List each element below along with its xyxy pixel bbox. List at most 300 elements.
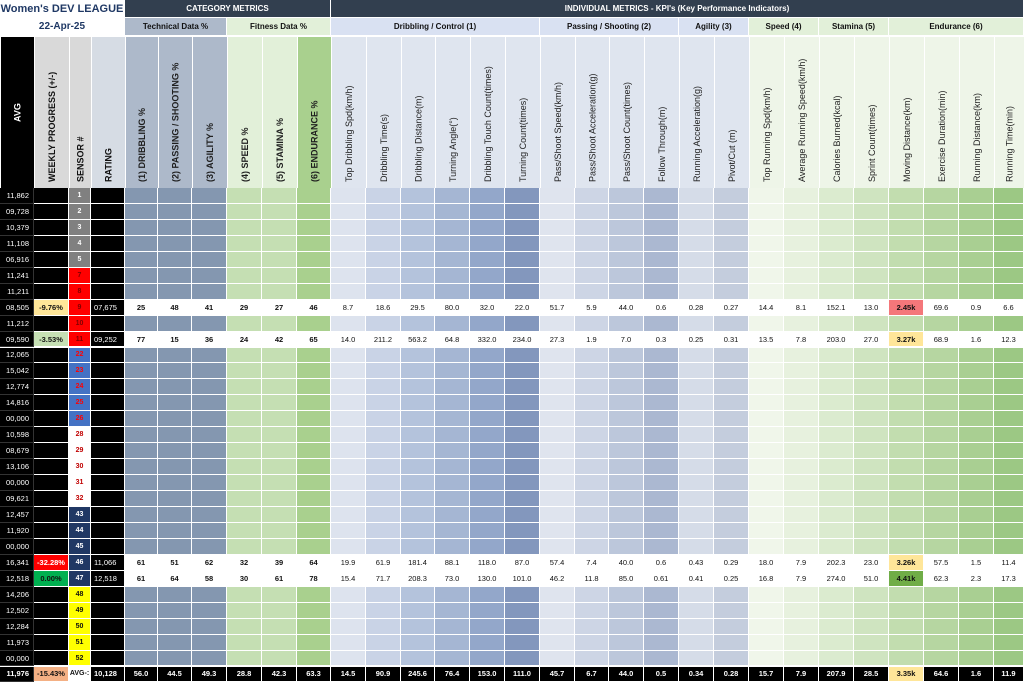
metric-cell-turning-angle — [435, 411, 470, 427]
metric-cell-pass-shoot-speed-km-h — [540, 188, 575, 204]
metric-cell-pass-shoot-count-times — [609, 443, 644, 459]
metric-cell-3-agility — [192, 379, 227, 395]
metric-cell-5-stamina: 42 — [262, 332, 297, 348]
metric-cell-dribbling-distance-m — [401, 491, 435, 507]
metric-cell-average-running-speed-km-h — [784, 268, 819, 284]
metric-cell-top-running-spd-km-h — [749, 316, 784, 332]
metric-cell-pass-shoot-speed-km-h — [540, 603, 575, 619]
metric-cell-turning-angle — [435, 427, 470, 443]
metric-cell-5-stamina — [262, 491, 297, 507]
metric-cell-pass-shoot-count-times — [609, 635, 644, 651]
metric-cell-pass-shoot-acceleration-g — [575, 523, 609, 539]
metric-cell-dribbling-distance-m — [401, 603, 435, 619]
metric-cell-dribbling-time-s — [366, 539, 401, 555]
metric-cell-exercise-duration-min: 57.5 — [924, 555, 959, 571]
metric-cell-running-time-min: 12.3 — [994, 332, 1024, 348]
metric-cell-average-running-speed-km-h — [784, 507, 819, 523]
metric-cell-average-running-speed-km-h — [784, 363, 819, 379]
metric-cell-3-agility — [192, 459, 227, 475]
metric-cell-4-speed — [227, 348, 262, 364]
metric-cell-calories-burned-kcal: 274.0 — [819, 571, 854, 587]
metric-cell-sprint-count-times — [854, 284, 889, 300]
metric-cell-pass-shoot-speed-km-h — [540, 411, 575, 427]
metric-cell-pivot-cut-m — [714, 491, 749, 507]
sensor-number: 49 — [69, 603, 91, 619]
metric-cell-follow-through-m: 0.6 — [644, 300, 679, 316]
metric-cell-calories-burned-kcal — [819, 188, 854, 204]
metric-cell-pivot-cut-m — [714, 379, 749, 395]
metric-cell-sprint-count-times — [854, 619, 889, 635]
sensor-number: AVG-: — [69, 667, 91, 682]
rating — [91, 395, 125, 411]
sensor-number: 46 — [69, 555, 91, 571]
metric-cell-dribbling-time-s — [366, 523, 401, 539]
metric-cell-1-dribbling — [125, 459, 158, 475]
weekly-progress — [34, 204, 69, 220]
metric-cell-dribbling-time-s — [366, 236, 401, 252]
metric-cell-turning-count-times — [505, 252, 540, 268]
metric-cell-pass-shoot-acceleration-g: 6.7 — [575, 667, 609, 682]
metric-cell-follow-through-m: 0.5 — [644, 667, 679, 682]
sensor-number: 44 — [69, 523, 91, 539]
metric-cell-moving-distance-km — [889, 268, 924, 284]
metric-cell-turning-count-times — [505, 427, 540, 443]
metric-cell-2-passing-shooting — [158, 539, 192, 555]
rating — [91, 268, 125, 284]
individual-metrics-title: INDIVIDUAL METRICS - KPI's (Key Performance Indicators) — [331, 0, 1024, 18]
metric-cell-3-agility — [192, 651, 227, 667]
metric-cell-running-acceleration-g: 0.25 — [679, 332, 714, 348]
sensor-number: 26 — [69, 411, 91, 427]
sensor-number: 10 — [69, 316, 91, 332]
metric-cell-running-distance-km — [959, 427, 994, 443]
rating — [91, 507, 125, 523]
metric-cell-dribbling-distance-m — [401, 268, 435, 284]
column-header-29: Running Time(min) — [994, 36, 1024, 188]
metric-cell-pass-shoot-acceleration-g — [575, 619, 609, 635]
metric-cell-1-dribbling — [125, 475, 158, 491]
metric-cell-dribbling-time-s: 90.9 — [366, 667, 401, 682]
metric-cell-3-agility — [192, 507, 227, 523]
metric-cell-pass-shoot-acceleration-g: 11.8 — [575, 571, 609, 587]
metric-cell-pass-shoot-acceleration-g — [575, 236, 609, 252]
metric-cell-3-agility — [192, 204, 227, 220]
metric-cell-turning-count-times — [505, 236, 540, 252]
metric-cell-moving-distance-km — [889, 651, 924, 667]
metric-cell-turning-count-times — [505, 443, 540, 459]
metric-cell-dribbling-touch-count-times — [470, 491, 505, 507]
metric-cell-running-distance-km — [959, 491, 994, 507]
metric-cell-top-dribbling-spd-km-h — [331, 475, 366, 491]
metric-cell-pass-shoot-count-times — [609, 395, 644, 411]
metric-cell-pass-shoot-speed-km-h — [540, 635, 575, 651]
metric-cell-pivot-cut-m: 0.25 — [714, 571, 749, 587]
metric-cell-follow-through-m — [644, 427, 679, 443]
metric-cell-pass-shoot-speed-km-h — [540, 459, 575, 475]
metric-cell-average-running-speed-km-h: 8.1 — [784, 300, 819, 316]
metric-cell-moving-distance-km — [889, 475, 924, 491]
metric-cell-4-speed — [227, 411, 262, 427]
metric-cell-turning-angle: 76.4 — [435, 667, 470, 682]
metric-cell-pass-shoot-acceleration-g: 7.4 — [575, 555, 609, 571]
metric-cell-6-endurance — [297, 507, 331, 523]
metric-cell-pass-shoot-acceleration-g — [575, 348, 609, 364]
metric-cell-pass-shoot-speed-km-h — [540, 348, 575, 364]
metric-cell-calories-burned-kcal — [819, 427, 854, 443]
column-header-3: RATING — [91, 36, 125, 188]
metric-cell-5-stamina — [262, 507, 297, 523]
rating — [91, 491, 125, 507]
metric-cell-pass-shoot-speed-km-h — [540, 363, 575, 379]
metric-cell-sprint-count-times — [854, 252, 889, 268]
metric-cell-top-running-spd-km-h — [749, 188, 784, 204]
metric-cell-pass-shoot-count-times — [609, 619, 644, 635]
metric-cell-pass-shoot-count-times — [609, 348, 644, 364]
sensor-number: 43 — [69, 507, 91, 523]
metric-cell-turning-angle — [435, 635, 470, 651]
report-date: 22-Apr-25 — [0, 18, 125, 36]
metric-cell-dribbling-distance-m: 563.2 — [401, 332, 435, 348]
metric-cell-pivot-cut-m — [714, 411, 749, 427]
metric-cell-6-endurance — [297, 619, 331, 635]
metric-cell-running-time-min — [994, 507, 1024, 523]
metric-cell-turning-count-times — [505, 204, 540, 220]
metric-cell-pass-shoot-speed-km-h — [540, 236, 575, 252]
metric-cell-3-agility — [192, 411, 227, 427]
metric-cell-turning-count-times — [505, 523, 540, 539]
rating — [91, 363, 125, 379]
metric-cell-moving-distance-km — [889, 603, 924, 619]
metric-cell-top-dribbling-spd-km-h: 14.5 — [331, 667, 366, 682]
metric-cell-dribbling-touch-count-times — [470, 475, 505, 491]
row-avg: 09,590 — [0, 332, 34, 348]
metric-cell-sprint-count-times — [854, 220, 889, 236]
metric-cell-dribbling-distance-m — [401, 348, 435, 364]
metric-cell-calories-burned-kcal — [819, 411, 854, 427]
sensor-number: 25 — [69, 395, 91, 411]
metric-cell-turning-count-times: 87.0 — [505, 555, 540, 571]
metric-cell-pass-shoot-speed-km-h — [540, 268, 575, 284]
metric-cell-dribbling-touch-count-times — [470, 619, 505, 635]
metric-cell-pivot-cut-m — [714, 348, 749, 364]
column-header-26: Moving Distance(km) — [889, 36, 924, 188]
metric-cell-top-running-spd-km-h — [749, 395, 784, 411]
metric-cell-3-agility — [192, 363, 227, 379]
metric-cell-3-agility: 62 — [192, 555, 227, 571]
metric-cell-pass-shoot-speed-km-h — [540, 379, 575, 395]
metric-cell-sprint-count-times — [854, 443, 889, 459]
metric-cell-sprint-count-times — [854, 236, 889, 252]
metric-cell-dribbling-touch-count-times — [470, 507, 505, 523]
metric-cell-top-running-spd-km-h — [749, 220, 784, 236]
column-header-16: Pass/Shoot Speed(km/h) — [540, 36, 575, 188]
metric-cell-6-endurance — [297, 603, 331, 619]
metric-cell-pivot-cut-m — [714, 268, 749, 284]
metric-cell-average-running-speed-km-h — [784, 236, 819, 252]
metric-cell-4-speed: 29 — [227, 300, 262, 316]
metric-cell-1-dribbling — [125, 651, 158, 667]
metric-cell-pivot-cut-m: 0.31 — [714, 332, 749, 348]
metric-cell-calories-burned-kcal — [819, 379, 854, 395]
metric-cell-turning-count-times — [505, 587, 540, 603]
metric-cell-dribbling-time-s — [366, 316, 401, 332]
column-header-5: (2) PASSING / SHOOTING % — [158, 36, 192, 188]
metric-cell-running-acceleration-g — [679, 619, 714, 635]
metric-cell-2-passing-shooting — [158, 204, 192, 220]
metric-cell-top-dribbling-spd-km-h — [331, 236, 366, 252]
metric-cell-3-agility — [192, 268, 227, 284]
metric-cell-pass-shoot-speed-km-h — [540, 475, 575, 491]
metric-cell-1-dribbling — [125, 443, 158, 459]
metric-cell-average-running-speed-km-h — [784, 316, 819, 332]
metric-cell-top-running-spd-km-h: 15.7 — [749, 667, 784, 682]
metric-cell-4-speed — [227, 427, 262, 443]
metric-cell-top-dribbling-spd-km-h — [331, 284, 366, 300]
metric-cell-average-running-speed-km-h — [784, 443, 819, 459]
metric-cell-6-endurance — [297, 539, 331, 555]
metric-cell-dribbling-time-s: 71.7 — [366, 571, 401, 587]
metric-cell-4-speed — [227, 188, 262, 204]
metric-cell-running-distance-km: 2.3 — [959, 571, 994, 587]
metric-cell-top-running-spd-km-h: 13.5 — [749, 332, 784, 348]
metric-cell-3-agility — [192, 443, 227, 459]
metric-cell-calories-burned-kcal — [819, 619, 854, 635]
metric-cell-6-endurance — [297, 475, 331, 491]
metric-cell-3-agility — [192, 587, 227, 603]
metric-cell-top-dribbling-spd-km-h — [331, 507, 366, 523]
metric-cell-pass-shoot-speed-km-h — [540, 220, 575, 236]
metric-cell-exercise-duration-min — [924, 411, 959, 427]
metric-cell-5-stamina — [262, 443, 297, 459]
metric-cell-average-running-speed-km-h — [784, 395, 819, 411]
metric-cell-4-speed — [227, 204, 262, 220]
metric-cell-sprint-count-times — [854, 188, 889, 204]
row-avg: 12,518 — [0, 571, 34, 587]
metric-cell-pass-shoot-acceleration-g — [575, 603, 609, 619]
metric-cell-turning-count-times — [505, 268, 540, 284]
metric-cell-2-passing-shooting — [158, 379, 192, 395]
metric-cell-pass-shoot-acceleration-g — [575, 316, 609, 332]
metric-cell-6-endurance — [297, 523, 331, 539]
metric-cell-2-passing-shooting: 44.5 — [158, 667, 192, 682]
metric-cell-top-dribbling-spd-km-h: 8.7 — [331, 300, 366, 316]
metric-cell-follow-through-m — [644, 443, 679, 459]
sensor-number: 22 — [69, 348, 91, 364]
metric-cell-turning-angle — [435, 459, 470, 475]
metric-cell-dribbling-distance-m — [401, 427, 435, 443]
metric-cell-moving-distance-km — [889, 587, 924, 603]
sensor-number: 23 — [69, 363, 91, 379]
rating: 12,518 — [91, 571, 125, 587]
metric-cell-pass-shoot-count-times — [609, 603, 644, 619]
metric-cell-running-time-min — [994, 459, 1024, 475]
weekly-progress — [34, 523, 69, 539]
metric-cell-5-stamina — [262, 236, 297, 252]
metric-cell-calories-burned-kcal — [819, 587, 854, 603]
metric-cell-running-acceleration-g — [679, 188, 714, 204]
weekly-progress — [34, 539, 69, 555]
metric-cell-sprint-count-times — [854, 379, 889, 395]
metric-cell-pass-shoot-count-times: 44.0 — [609, 300, 644, 316]
metric-cell-2-passing-shooting — [158, 188, 192, 204]
metric-cell-4-speed — [227, 284, 262, 300]
row-avg: 06,916 — [0, 252, 34, 268]
metric-cell-6-endurance — [297, 268, 331, 284]
metric-cell-3-agility: 36 — [192, 332, 227, 348]
metric-cell-follow-through-m — [644, 284, 679, 300]
metric-cell-sprint-count-times — [854, 427, 889, 443]
metric-cell-pass-shoot-count-times — [609, 411, 644, 427]
row-avg: 12,457 — [0, 507, 34, 523]
column-header-1: WEEKLY PROGRESS (+/-) — [34, 36, 69, 188]
metric-cell-sprint-count-times — [854, 523, 889, 539]
metric-cell-turning-count-times: 234.0 — [505, 332, 540, 348]
metric-cell-6-endurance — [297, 491, 331, 507]
metric-cell-sprint-count-times: 23.0 — [854, 555, 889, 571]
metric-cell-turning-angle — [435, 475, 470, 491]
metric-cell-dribbling-touch-count-times: 153.0 — [470, 667, 505, 682]
metric-cell-dribbling-touch-count-times — [470, 252, 505, 268]
metric-cell-average-running-speed-km-h: 7.9 — [784, 571, 819, 587]
metric-cell-pivot-cut-m — [714, 220, 749, 236]
metric-cell-running-acceleration-g — [679, 395, 714, 411]
metric-cell-6-endurance — [297, 252, 331, 268]
metric-cell-pass-shoot-acceleration-g — [575, 188, 609, 204]
metric-cell-4-speed: 32 — [227, 555, 262, 571]
metric-cell-4-speed: 30 — [227, 571, 262, 587]
metric-cell-top-running-spd-km-h — [749, 587, 784, 603]
metric-cell-pass-shoot-acceleration-g — [575, 411, 609, 427]
metric-cell-5-stamina — [262, 379, 297, 395]
metric-cell-moving-distance-km — [889, 427, 924, 443]
metric-cell-calories-burned-kcal — [819, 507, 854, 523]
metric-cell-turning-angle — [435, 395, 470, 411]
metric-cell-moving-distance-km: 3.27k — [889, 332, 924, 348]
metric-cell-exercise-duration-min — [924, 268, 959, 284]
metric-cell-average-running-speed-km-h — [784, 427, 819, 443]
metric-cell-dribbling-distance-m — [401, 539, 435, 555]
sensor-number: 9 — [69, 300, 91, 316]
metric-cell-pass-shoot-speed-km-h — [540, 427, 575, 443]
metric-cell-4-speed — [227, 491, 262, 507]
metric-cell-turning-angle — [435, 603, 470, 619]
metric-cell-exercise-duration-min — [924, 523, 959, 539]
metric-cell-3-agility — [192, 603, 227, 619]
metric-cell-follow-through-m — [644, 411, 679, 427]
metric-cell-dribbling-time-s — [366, 220, 401, 236]
metric-cell-running-distance-km — [959, 459, 994, 475]
metric-cell-follow-through-m — [644, 603, 679, 619]
metric-cell-5-stamina: 39 — [262, 555, 297, 571]
rating — [91, 348, 125, 364]
metric-cell-pass-shoot-count-times — [609, 651, 644, 667]
metric-cell-turning-count-times — [505, 188, 540, 204]
metric-cell-pass-shoot-acceleration-g — [575, 427, 609, 443]
metric-cell-running-distance-km — [959, 284, 994, 300]
metric-cell-dribbling-time-s — [366, 475, 401, 491]
metric-cell-dribbling-time-s — [366, 507, 401, 523]
metric-cell-pivot-cut-m — [714, 475, 749, 491]
rating — [91, 539, 125, 555]
metric-cell-moving-distance-km — [889, 491, 924, 507]
column-header-20: Running Acceleration(g) — [679, 36, 714, 188]
metric-cell-1-dribbling — [125, 395, 158, 411]
metric-cell-1-dribbling — [125, 539, 158, 555]
metric-cell-exercise-duration-min — [924, 204, 959, 220]
metric-cell-1-dribbling — [125, 252, 158, 268]
row-avg: 11,212 — [0, 316, 34, 332]
metric-cell-moving-distance-km — [889, 348, 924, 364]
metric-cell-4-speed — [227, 539, 262, 555]
metric-cell-3-agility: 41 — [192, 300, 227, 316]
metric-cell-running-time-min — [994, 491, 1024, 507]
metric-cell-running-acceleration-g — [679, 411, 714, 427]
rating — [91, 411, 125, 427]
row-avg: 00,000 — [0, 411, 34, 427]
metric-cell-running-distance-km: 1.6 — [959, 667, 994, 682]
sensor-number: 2 — [69, 204, 91, 220]
metric-cell-sprint-count-times — [854, 395, 889, 411]
metric-cell-2-passing-shooting — [158, 443, 192, 459]
metric-cell-2-passing-shooting — [158, 236, 192, 252]
metric-cell-dribbling-distance-m — [401, 395, 435, 411]
metric-cell-exercise-duration-min — [924, 539, 959, 555]
weekly-progress — [34, 363, 69, 379]
metric-cell-pass-shoot-speed-km-h: 45.7 — [540, 667, 575, 682]
metric-cell-running-distance-km — [959, 363, 994, 379]
column-header-0: AVG — [0, 36, 34, 188]
rating: 10,128 — [91, 667, 125, 682]
metric-cell-pivot-cut-m: 0.27 — [714, 300, 749, 316]
metric-cell-running-acceleration-g — [679, 284, 714, 300]
metric-cell-top-dribbling-spd-km-h — [331, 491, 366, 507]
metric-cell-exercise-duration-min — [924, 603, 959, 619]
metric-cell-exercise-duration-min — [924, 316, 959, 332]
metric-cell-calories-burned-kcal: 207.9 — [819, 667, 854, 682]
metric-cell-dribbling-touch-count-times: 32.0 — [470, 300, 505, 316]
metric-cell-top-running-spd-km-h — [749, 539, 784, 555]
metric-cell-pivot-cut-m — [714, 316, 749, 332]
metric-cell-1-dribbling — [125, 316, 158, 332]
rating — [91, 236, 125, 252]
column-header-25: Sprint Count(times) — [854, 36, 889, 188]
metric-cell-dribbling-time-s — [366, 459, 401, 475]
metric-cell-2-passing-shooting — [158, 587, 192, 603]
metric-cell-dribbling-touch-count-times — [470, 635, 505, 651]
metric-cell-sprint-count-times — [854, 651, 889, 667]
metric-cell-running-time-min — [994, 475, 1024, 491]
metric-cell-running-distance-km — [959, 507, 994, 523]
metric-cell-average-running-speed-km-h — [784, 204, 819, 220]
metric-cell-3-agility — [192, 316, 227, 332]
metric-cell-3-agility — [192, 348, 227, 364]
metric-cell-pivot-cut-m — [714, 619, 749, 635]
metric-cell-follow-through-m — [644, 395, 679, 411]
metric-cell-pivot-cut-m — [714, 427, 749, 443]
metric-cell-top-dribbling-spd-km-h — [331, 363, 366, 379]
metric-cell-5-stamina — [262, 348, 297, 364]
metric-cell-pivot-cut-m — [714, 236, 749, 252]
metric-cell-sprint-count-times — [854, 491, 889, 507]
metric-cell-moving-distance-km — [889, 236, 924, 252]
metric-cell-turning-angle: 80.0 — [435, 300, 470, 316]
metric-cell-top-running-spd-km-h — [749, 284, 784, 300]
sensor-number: 45 — [69, 539, 91, 555]
metric-cell-pass-shoot-count-times — [609, 316, 644, 332]
metric-cell-running-distance-km — [959, 443, 994, 459]
weekly-progress — [34, 348, 69, 364]
metric-cell-pivot-cut-m — [714, 603, 749, 619]
